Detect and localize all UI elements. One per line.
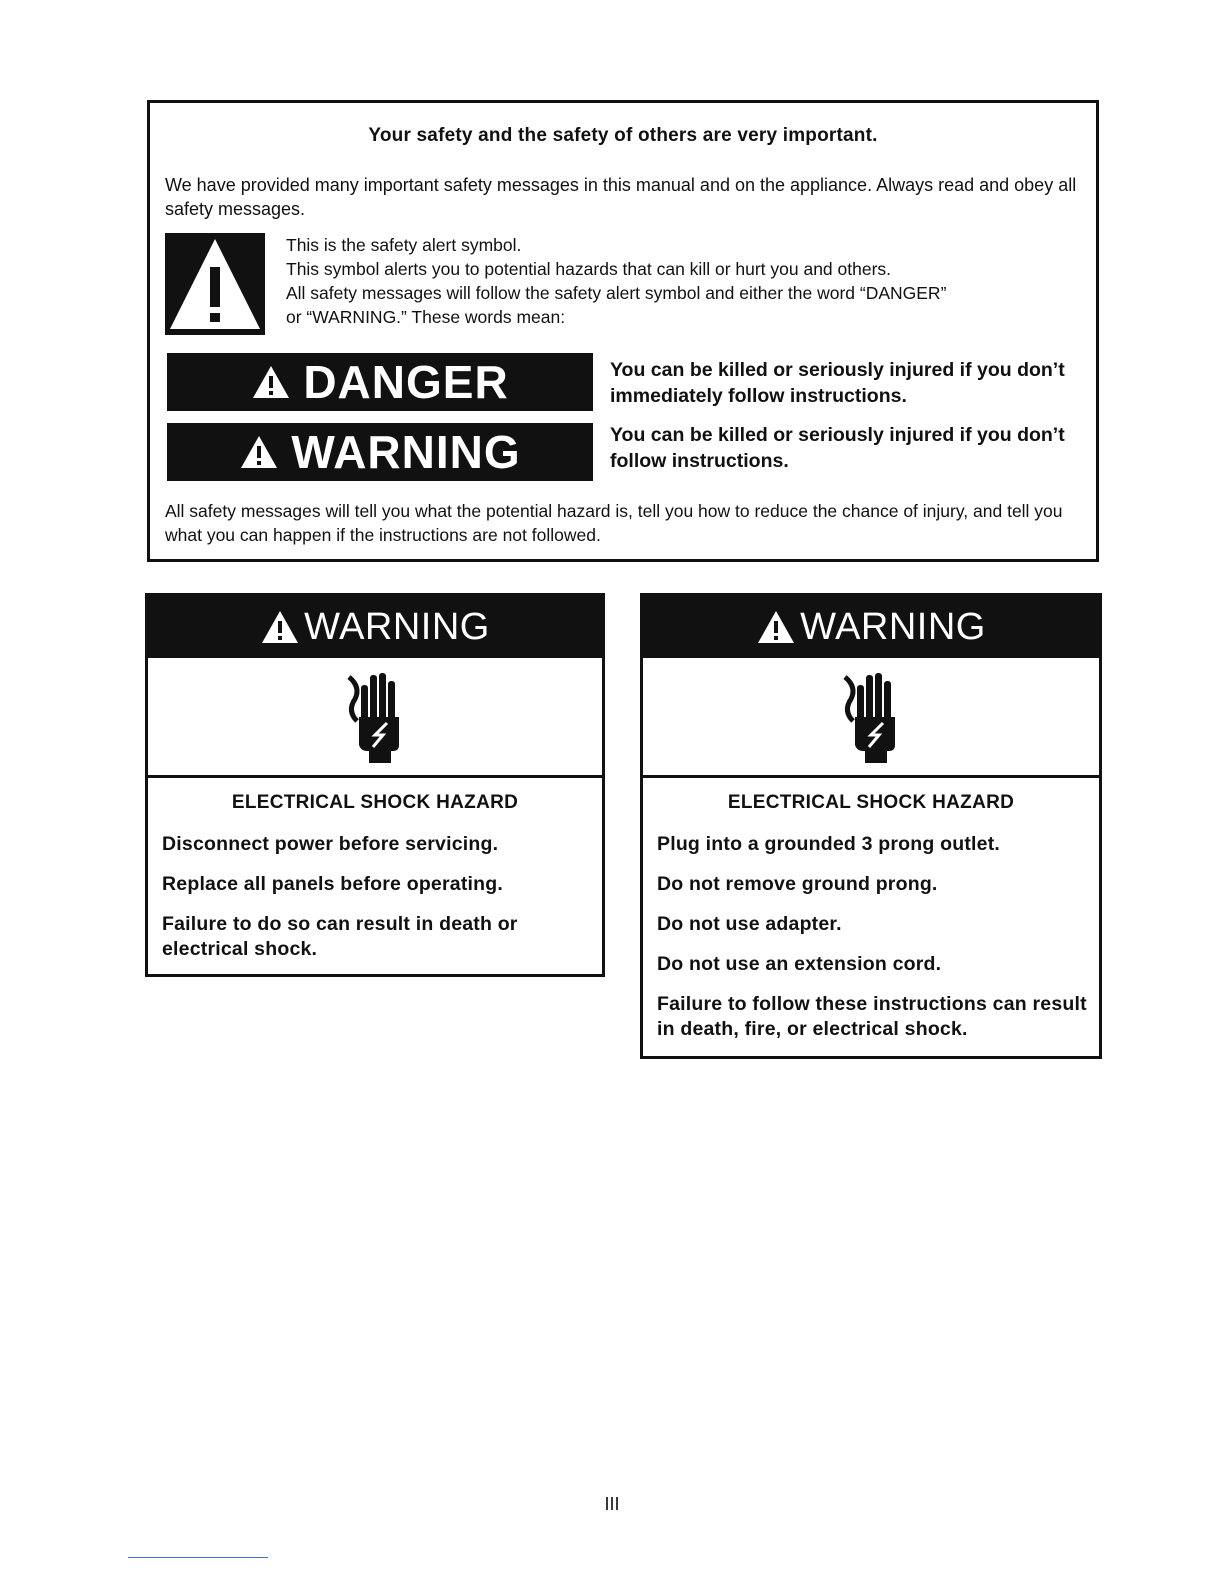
instruction-item: Replace all panels before operating. bbox=[162, 873, 503, 895]
instruction-list bbox=[657, 832, 1087, 1057]
instruction-item: Failure to do so can result in death or electrical shock. bbox=[162, 913, 518, 960]
instruction-item: Plug into a grounded 3 prong outlet. bbox=[657, 833, 1001, 855]
instruction-list bbox=[162, 832, 592, 977]
alert-line: This symbol alerts you to potential hazards that can kill or hurt you and others. bbox=[286, 259, 892, 279]
danger-label: DANGER bbox=[303, 356, 509, 408]
instruction-item: Do not use an extension cord. bbox=[657, 953, 942, 975]
warning-triangle-icon bbox=[260, 609, 300, 645]
instruction-item: Do not use adapter. bbox=[657, 913, 842, 935]
warning-box-right bbox=[640, 593, 1102, 1059]
icon-zone bbox=[148, 658, 602, 778]
warning-header-label: WARNING bbox=[304, 605, 490, 648]
intro-text: We have provided many important safety messages in this manual and on the appliance. Always read and obey all safety messages. bbox=[165, 175, 1077, 219]
alert-line: or “WARNING.” These words mean: bbox=[286, 307, 566, 327]
warning-banner bbox=[167, 423, 593, 481]
warning-description: You can be killed or seriously injured if you don’t follow instructions. bbox=[610, 424, 1065, 472]
instruction-item: Failure to follow these instructions can result in death, fire, or electrical shock. bbox=[657, 993, 1087, 1040]
footer-rule bbox=[128, 1557, 268, 1558]
icon-zone bbox=[643, 658, 1099, 778]
instruction-item: Do not remove ground prong. bbox=[657, 873, 938, 895]
safety-info-box bbox=[147, 100, 1099, 562]
hazard-title: ELECTRICAL SHOCK HAZARD bbox=[231, 792, 519, 813]
alert-line: This is the safety alert symbol. bbox=[286, 235, 522, 255]
electrical-shock-hand-icon bbox=[831, 667, 911, 767]
warning-header bbox=[643, 596, 1099, 658]
danger-description: You can be killed or seriously injured if you don’t immediately follow instructions. bbox=[610, 359, 1065, 407]
electrical-shock-hand-icon bbox=[335, 667, 415, 767]
warning-label: WARNING bbox=[291, 426, 521, 478]
warning-box-left bbox=[145, 593, 605, 977]
danger-banner bbox=[167, 353, 593, 411]
warning-header bbox=[148, 596, 602, 658]
alert-explanation bbox=[286, 233, 1076, 329]
warning-header-label: WARNING bbox=[800, 605, 986, 648]
safety-alert-symbol-icon bbox=[165, 233, 265, 335]
hazard-title: ELECTRICAL SHOCK HAZARD bbox=[727, 792, 1015, 813]
warning-triangle-icon bbox=[239, 434, 279, 470]
safety-heading: Your safety and the safety of others are very important. bbox=[368, 125, 878, 146]
instruction-item: Disconnect power before servicing. bbox=[162, 833, 499, 855]
closing-text: All safety messages will tell you what the potential hazard is, tell you how to reduce the chance of injury, and tell you what you can happen if the instructions are not followed. bbox=[165, 501, 1063, 545]
alert-line: All safety messages will follow the safety alert symbol and either the word “DANGER” bbox=[286, 283, 947, 303]
page-number: III bbox=[604, 1494, 620, 1514]
warning-triangle-icon bbox=[756, 609, 796, 645]
warning-triangle-icon bbox=[251, 364, 291, 400]
